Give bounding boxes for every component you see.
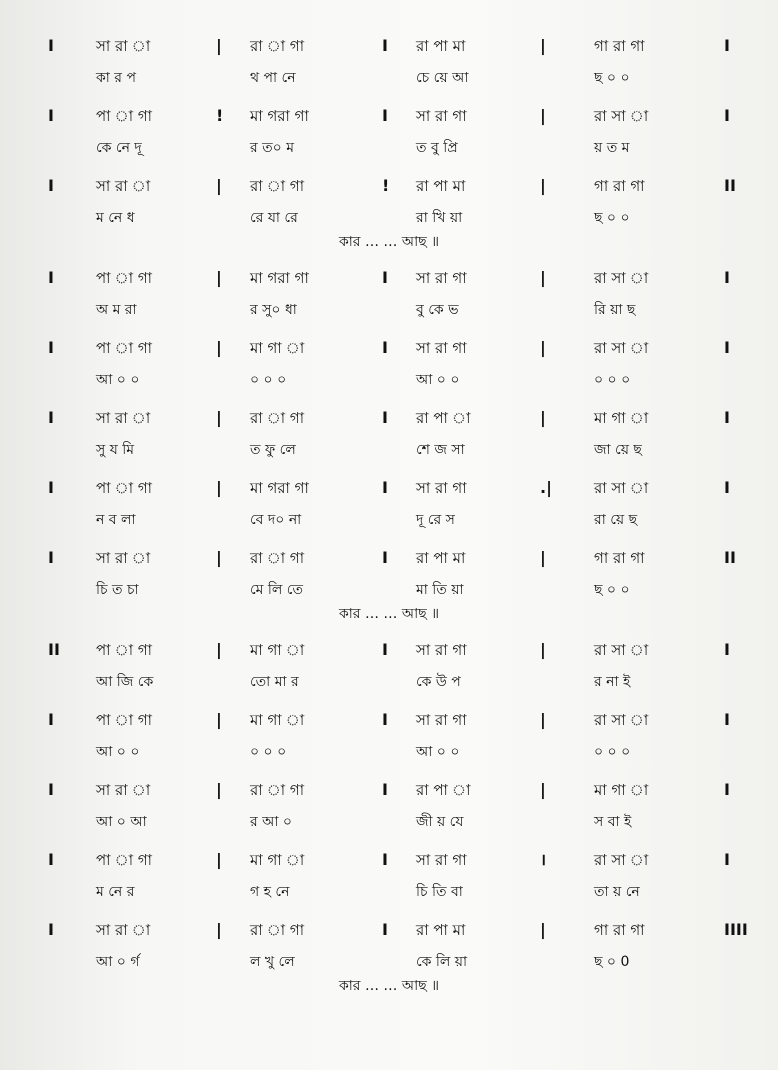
lyric-line <box>0 66 778 90</box>
swaralipi-line <box>0 476 778 500</box>
note-group: সা রা া <box>96 549 151 567</box>
bar-mark: I <box>48 36 54 55</box>
lyric-line <box>0 136 778 160</box>
note-group: মা গা া <box>250 641 305 659</box>
note-group: গা রা গা <box>594 177 645 195</box>
bar-mark: I <box>382 36 388 55</box>
lyric-line <box>0 298 778 322</box>
bar-mark: I <box>724 408 730 427</box>
swaralipi-line <box>0 336 778 360</box>
lyric-syllables: আ ০ আ <box>96 814 147 830</box>
note-group: পা া গা <box>96 851 153 869</box>
swaralipi-line <box>0 406 778 430</box>
note-group: মা গা া <box>594 781 649 799</box>
note-group: রা া গা <box>250 177 305 195</box>
lyric-syllables: ছ ০ 0 <box>594 954 630 970</box>
note-group: মা গা া <box>250 711 305 729</box>
bar-mark: I <box>724 478 730 497</box>
bar-mark: I <box>48 408 54 427</box>
lyric-syllables: জা য়ে ছ <box>594 442 642 458</box>
lyric-line <box>0 508 778 532</box>
lyric-syllables: আ ০ ০ <box>96 744 140 760</box>
swaralipi-line <box>0 708 778 732</box>
note-group: পা া গা <box>96 711 153 729</box>
bar-mark: I <box>724 850 730 869</box>
swaralipi-line <box>0 848 778 872</box>
lyric-syllables: ত ফু লে <box>250 442 296 458</box>
bar-mark: I <box>724 710 730 729</box>
lyric-syllables: শে জ সা <box>416 442 465 458</box>
note-group: রা সা া <box>594 339 649 357</box>
swaralipi-line <box>0 638 778 662</box>
note-group: রা া গা <box>250 921 305 939</box>
note-group: সা রা া <box>96 177 151 195</box>
bar-mark: I <box>724 36 730 55</box>
lyric-syllables: ছ ০ ০ <box>594 582 630 598</box>
lyric-syllables: ০ ০ ০ <box>250 372 287 388</box>
note-group: পা া গা <box>96 641 153 659</box>
bar-mark: | <box>540 176 546 195</box>
lyric-syllables: ০ ০ ০ <box>250 744 287 760</box>
bar-mark: I <box>382 920 388 939</box>
bar-mark: | <box>216 850 222 869</box>
lyric-syllables: চে য়ে আ <box>416 70 469 86</box>
lyric-line <box>0 670 778 694</box>
bar-mark: ! <box>382 176 390 195</box>
bar-mark: I <box>724 780 730 799</box>
note-group: মা গরা গা <box>250 269 309 287</box>
swaralipi-line <box>0 918 778 942</box>
note-group: রা সা া <box>594 479 649 497</box>
lyric-syllables: তো মা র <box>250 674 299 690</box>
lyric-syllables: ল খু লে <box>250 954 295 970</box>
note-group: সা রা া <box>96 781 151 799</box>
bar-mark: । <box>540 850 547 869</box>
note-group: মা গরা গা <box>250 107 309 125</box>
lyric-syllables: ০ ০ ০ <box>594 744 631 760</box>
bar-mark: I <box>382 710 388 729</box>
note-group: সা রা গা <box>416 479 467 497</box>
note-group: সা রা গা <box>416 269 467 287</box>
lyric-syllables: ম নে ধ <box>96 210 135 226</box>
lyric-line <box>0 206 778 230</box>
note-group: পা া গা <box>96 269 153 287</box>
bar-mark: II <box>724 548 736 567</box>
note-group: রা সা া <box>594 641 649 659</box>
swaralipi-line <box>0 104 778 128</box>
lyric-syllables: অ ম রা <box>96 302 137 318</box>
lyric-syllables: কে লি য়া <box>416 954 468 970</box>
bar-mark: | <box>540 640 546 659</box>
bar-mark: | <box>216 710 222 729</box>
bar-mark: | <box>540 780 546 799</box>
bar-mark: .| <box>540 478 552 497</box>
bar-mark: I <box>48 710 54 729</box>
bar-mark: I <box>724 338 730 357</box>
lyric-syllables: স বা ই <box>594 814 632 830</box>
bar-mark: I <box>382 408 388 427</box>
bar-mark: I <box>382 478 388 497</box>
note-group: সা রা া <box>96 921 151 939</box>
swaralipi-line <box>0 174 778 198</box>
bar-mark: I <box>48 338 54 357</box>
bar-mark: | <box>216 548 222 567</box>
note-group: রা পা া <box>416 781 471 799</box>
bar-mark: | <box>540 268 546 287</box>
lyric-syllables: র আ ০ <box>250 814 293 830</box>
swaralipi-line <box>0 546 778 570</box>
note-group: মা গা া <box>594 409 649 427</box>
lyric-syllables: র না ই <box>594 674 631 690</box>
swaralipi-line <box>0 266 778 290</box>
lyric-syllables: মে লি তে <box>250 582 303 598</box>
lyric-syllables: সু য মি <box>96 442 134 458</box>
lyric-line <box>0 438 778 462</box>
lyric-syllables: কে নে দূ <box>96 140 142 156</box>
lyric-syllables: রি য়া ছ <box>594 302 636 318</box>
lyric-syllables: ম নে র <box>96 884 135 900</box>
bar-mark: I <box>382 268 388 287</box>
lyric-line <box>0 740 778 764</box>
lyric-syllables: দূ রে স <box>416 512 455 528</box>
bar-mark: I <box>382 548 388 567</box>
refrain-line: কার … … আছ ॥ <box>338 606 440 622</box>
refrain-line: কার … … আছ ॥ <box>338 234 440 250</box>
bar-mark: I <box>382 338 388 357</box>
bar-mark: I <box>48 780 54 799</box>
bar-mark: I <box>724 106 730 125</box>
lyric-syllables: আ ০ র্গ <box>96 954 140 970</box>
note-group: মা গরা গা <box>250 479 309 497</box>
bar-mark: | <box>216 338 222 357</box>
bar-mark: | <box>540 338 546 357</box>
lyric-syllables: আ ০ ০ <box>416 744 460 760</box>
note-group: পা া গা <box>96 107 153 125</box>
bar-mark: | <box>216 478 222 497</box>
bar-mark: I <box>382 640 388 659</box>
lyric-syllables: কে উ প <box>416 674 461 690</box>
bar-mark: | <box>216 780 222 799</box>
note-group: রা সা া <box>594 269 649 287</box>
note-group: রা া গা <box>250 409 305 427</box>
bar-mark: | <box>540 408 546 427</box>
bar-mark: II <box>48 640 60 659</box>
lyric-line <box>0 578 778 602</box>
lyric-syllables: চি ত চা <box>96 582 139 598</box>
bar-mark: II <box>724 176 736 195</box>
refrain-line: কার … … আছ ॥ <box>338 978 440 994</box>
lyric-syllables: গ হ নে <box>250 884 290 900</box>
bar-mark: | <box>216 640 222 659</box>
note-group: রা সা া <box>594 851 649 869</box>
lyric-syllables: তা য় নে <box>594 884 640 900</box>
note-group: রা া গা <box>250 37 305 55</box>
lyric-line <box>0 880 778 904</box>
lyric-syllables: চি তি বা <box>416 884 463 900</box>
bar-mark: I <box>48 106 54 125</box>
lyric-syllables: ০ ০ ০ <box>594 372 631 388</box>
lyric-syllables: আ জি কে <box>96 674 154 690</box>
note-group: রা সা া <box>594 107 649 125</box>
lyric-syllables: থ পা নে <box>250 70 296 86</box>
lyric-syllables: য় ত ম <box>594 140 630 156</box>
bar-mark: I <box>48 850 54 869</box>
note-group: পা া গা <box>96 339 153 357</box>
note-group: রা া গা <box>250 781 305 799</box>
bar-mark: I <box>48 268 54 287</box>
lyric-syllables: কা র প <box>96 70 136 86</box>
bar-mark: I <box>382 780 388 799</box>
lyric-line <box>0 810 778 834</box>
note-group: গা রা গা <box>594 921 645 939</box>
bar-mark: | <box>540 920 546 939</box>
bar-mark: I <box>48 176 54 195</box>
bar-mark: | <box>540 106 546 125</box>
lyric-syllables: মা তি য়া <box>416 582 464 598</box>
bar-mark: I <box>724 640 730 659</box>
note-group: সা রা গা <box>416 107 467 125</box>
bar-mark: I <box>48 548 54 567</box>
note-group: সা রা া <box>96 409 151 427</box>
lyric-syllables: বু কে ভ <box>416 302 459 318</box>
lyric-line <box>0 368 778 392</box>
lyric-syllables: র ত০ ম <box>250 140 294 156</box>
lyric-syllables: রা য়ে ছ <box>594 512 638 528</box>
bar-mark: | <box>540 710 546 729</box>
note-group: রা পা মা <box>416 37 466 55</box>
swaralipi-line <box>0 778 778 802</box>
bar-mark: | <box>216 268 222 287</box>
bar-mark: I <box>724 268 730 287</box>
bar-mark: I <box>48 478 54 497</box>
bar-mark: | <box>216 920 222 939</box>
bar-mark: ! <box>216 106 224 125</box>
note-group: গা রা গা <box>594 37 645 55</box>
lyric-syllables: ন ব লা <box>96 512 136 528</box>
lyric-syllables: রে যা রে <box>250 210 298 226</box>
bar-mark: I <box>48 920 54 939</box>
lyric-syllables: ছ ০ ০ <box>594 210 630 226</box>
note-group: পা া গা <box>96 479 153 497</box>
bar-mark: | <box>216 408 222 427</box>
note-group: গা রা গা <box>594 549 645 567</box>
bar-mark: | <box>216 176 222 195</box>
lyric-syllables: আ ০ ০ <box>416 372 460 388</box>
lyric-syllables: রা খি য়া <box>416 210 463 226</box>
note-group: সা রা গা <box>416 641 467 659</box>
bar-mark: I <box>382 850 388 869</box>
bar-mark: I <box>382 106 388 125</box>
note-group: সা রা গা <box>416 711 467 729</box>
note-group: মা গা া <box>250 339 305 357</box>
bar-mark: | <box>540 548 546 567</box>
note-group: সা রা গা <box>416 851 467 869</box>
lyric-syllables: বে দ০ না <box>250 512 302 528</box>
note-group: রা সা া <box>594 711 649 729</box>
note-group: মা গা া <box>250 851 305 869</box>
note-group: সা রা া <box>96 37 151 55</box>
note-group: রা পা মা <box>416 921 466 939</box>
note-group: রা া গা <box>250 549 305 567</box>
lyric-syllables: আ ০ ০ <box>96 372 140 388</box>
lyric-syllables: ছ ০ ০ <box>594 70 630 86</box>
note-group: সা রা গা <box>416 339 467 357</box>
lyric-syllables: জী য় যে <box>416 814 464 830</box>
note-group: রা পা মা <box>416 177 466 195</box>
bar-mark: IIII <box>724 920 748 939</box>
swaralipi-line <box>0 34 778 58</box>
bar-mark: | <box>216 36 222 55</box>
note-group: রা পা মা <box>416 549 466 567</box>
lyric-syllables: র সু০ ধা <box>250 302 297 318</box>
bar-mark: | <box>540 36 546 55</box>
lyric-syllables: ত বু প্রি <box>416 140 458 156</box>
lyric-line <box>0 950 778 974</box>
note-group: রা পা া <box>416 409 471 427</box>
